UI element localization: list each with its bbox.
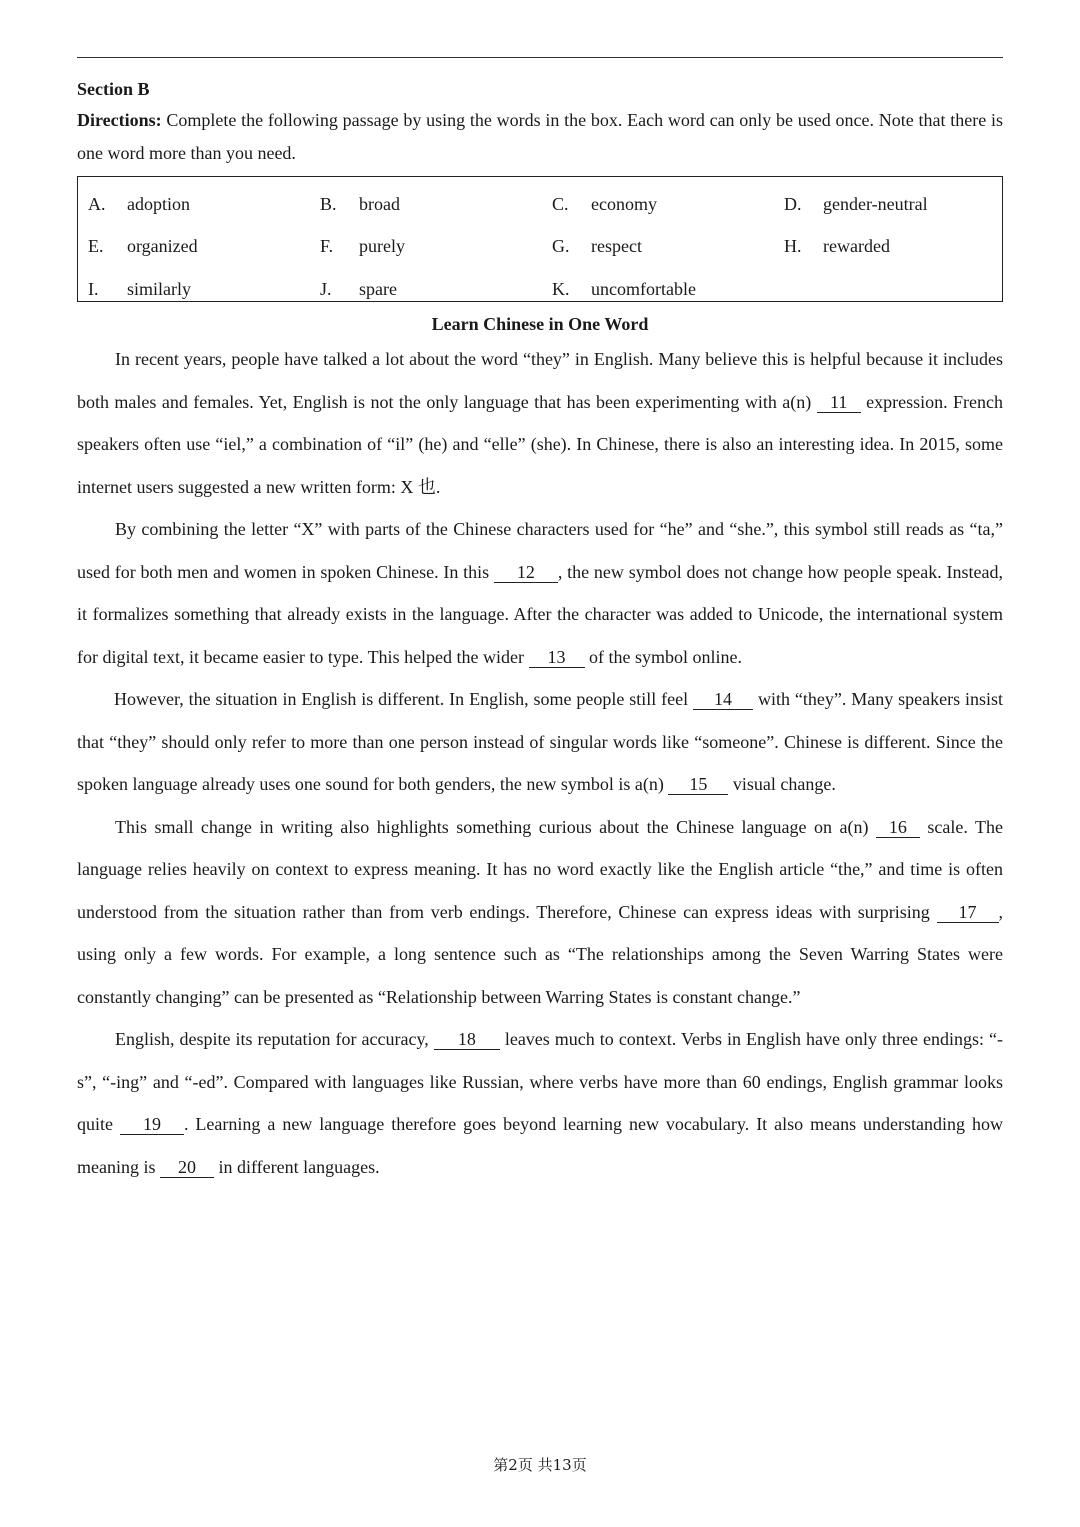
paragraph-text: with “they”. Many speakers insist that “they” should only refer to more than one person instead of singular words like “someone”. Chinese is different. Since the spoken language already uses one sound for both genders, the new symbol is a(n) xyxy=(77,689,1003,794)
directions-text: Complete the following passage by using the words in the box. Each word can only be used once. Note that there is one word more than you need. xyxy=(77,110,1003,163)
answer-blank: 14 xyxy=(693,689,753,710)
passage-title: Learn Chinese in One Word xyxy=(431,314,649,334)
option-word: respect xyxy=(591,236,642,257)
option-letter: I. xyxy=(88,278,99,299)
paragraph-text: , the new symbol does not change how people speak. Instead, it formalizes something that already exists in the language. After the character was added to Unicode, the international system for digital text, it became easier to type. This helped the wider xyxy=(77,561,1003,667)
word-option xyxy=(784,236,1004,257)
page-content xyxy=(77,74,1003,1188)
answer-blank: 17 xyxy=(937,902,999,923)
paragraph-text: By combining the letter “X” with parts of the Chinese characters used for “he” and “she.”, this symbol still reads as “ta,” used for both men and women in spoken Chinese. In this xyxy=(77,519,1003,582)
answer-blank: 19 xyxy=(120,1114,184,1135)
word-option xyxy=(320,236,552,257)
paragraph-text: In recent years, people have talked a lot about the word “they” in English. Many believe this is helpful because it includes both males and females. Yet, English is not the only language that has been experimenting with a(n) xyxy=(77,349,1003,412)
option-word: spare xyxy=(359,278,397,299)
word-option xyxy=(320,194,552,215)
option-letter: C. xyxy=(552,193,569,214)
answer-blank: 16 xyxy=(876,817,920,838)
word-option xyxy=(552,194,784,215)
paragraph-text: of the symbol online. xyxy=(584,646,743,667)
passage-paragraph xyxy=(77,806,1003,1019)
word-option xyxy=(552,236,784,257)
passage-paragraph xyxy=(77,338,1003,508)
answer-blank: 11 xyxy=(817,392,861,413)
paragraph-text: This small change in writing also highlights something curious about the Chinese language on a(n) xyxy=(115,816,876,837)
option-letter: B. xyxy=(320,193,337,214)
paragraph-text: . Learning a new language therefore goes beyond learning new vocabulary. It also means understanding how meaning is xyxy=(77,1114,1004,1177)
answer-blank: 20 xyxy=(160,1157,214,1178)
passage xyxy=(77,338,1003,1188)
option-letter: K. xyxy=(552,278,570,299)
option-word: similarly xyxy=(127,278,191,299)
paragraph-text: in different languages. xyxy=(214,1156,380,1177)
paragraph-text: scale. The language relies heavily on context to express meaning. It has no word exactly like the English article “the,” and time is often understood from the situation rather than from verb endings. Therefore, Chinese can express ideas with surprising xyxy=(77,816,1003,922)
passage-paragraph xyxy=(77,508,1003,678)
option-letter: D. xyxy=(784,193,802,214)
option-letter: E. xyxy=(88,236,104,257)
word-option xyxy=(552,279,784,300)
answer-blank: 13 xyxy=(529,647,585,668)
option-word: organized xyxy=(127,236,198,257)
option-word: purely xyxy=(359,236,405,257)
option-word: gender-neutral xyxy=(823,193,928,214)
section-title: Section B xyxy=(77,79,150,99)
option-letter: J. xyxy=(320,278,332,299)
option-letter: G. xyxy=(552,236,570,257)
word-option xyxy=(88,194,320,215)
word-option xyxy=(784,194,1004,215)
option-word: rewarded xyxy=(823,236,890,257)
paragraph-text: expression. French speakers often use “iel,” a combination of “il” (he) and “elle” (she). In Chinese, there is also an interesting idea. In 2015, some internet users suggested a new written form: X 也. xyxy=(77,391,1004,497)
option-letter: H. xyxy=(784,236,802,257)
word-box xyxy=(77,176,1003,302)
passage-paragraph xyxy=(77,1018,1003,1188)
word-option xyxy=(320,279,552,300)
paragraph-text: , using only a few words. For example, a long sentence such as “The relationships among the Seven Warring States were constantly changing” can be presented as “Relationship between Warring States is constant change.” xyxy=(77,901,1003,1007)
paragraph-text: leaves much to context. Verbs in English have only three endings: “-s”, “-ing” and “-ed”. Compared with languages like Russian, where verbs have more than 60 endings, English grammar looks quite xyxy=(77,1029,1003,1134)
top-divider xyxy=(77,57,1003,58)
page-footer: 第2页 共13页 xyxy=(493,1456,587,1474)
word-option xyxy=(88,279,320,300)
answer-blank: 12 xyxy=(494,562,558,583)
option-letter: A. xyxy=(88,193,106,214)
option-word: broad xyxy=(359,193,400,214)
directions-label: Directions: xyxy=(77,110,162,130)
answer-blank: 15 xyxy=(668,774,728,795)
paragraph-text: English, despite its reputation for accuracy, xyxy=(115,1029,434,1049)
directions xyxy=(77,104,1003,170)
option-word: economy xyxy=(591,193,657,214)
paragraph-text: However, the situation in English is different. In English, some people still feel xyxy=(114,689,694,709)
answer-blank: 18 xyxy=(434,1029,500,1050)
passage-paragraph xyxy=(77,678,1003,806)
option-word: uncomfortable xyxy=(591,278,696,299)
word-option xyxy=(88,236,320,257)
option-letter: F. xyxy=(320,236,334,257)
paragraph-text: visual change. xyxy=(728,774,836,794)
option-word: adoption xyxy=(127,193,190,214)
